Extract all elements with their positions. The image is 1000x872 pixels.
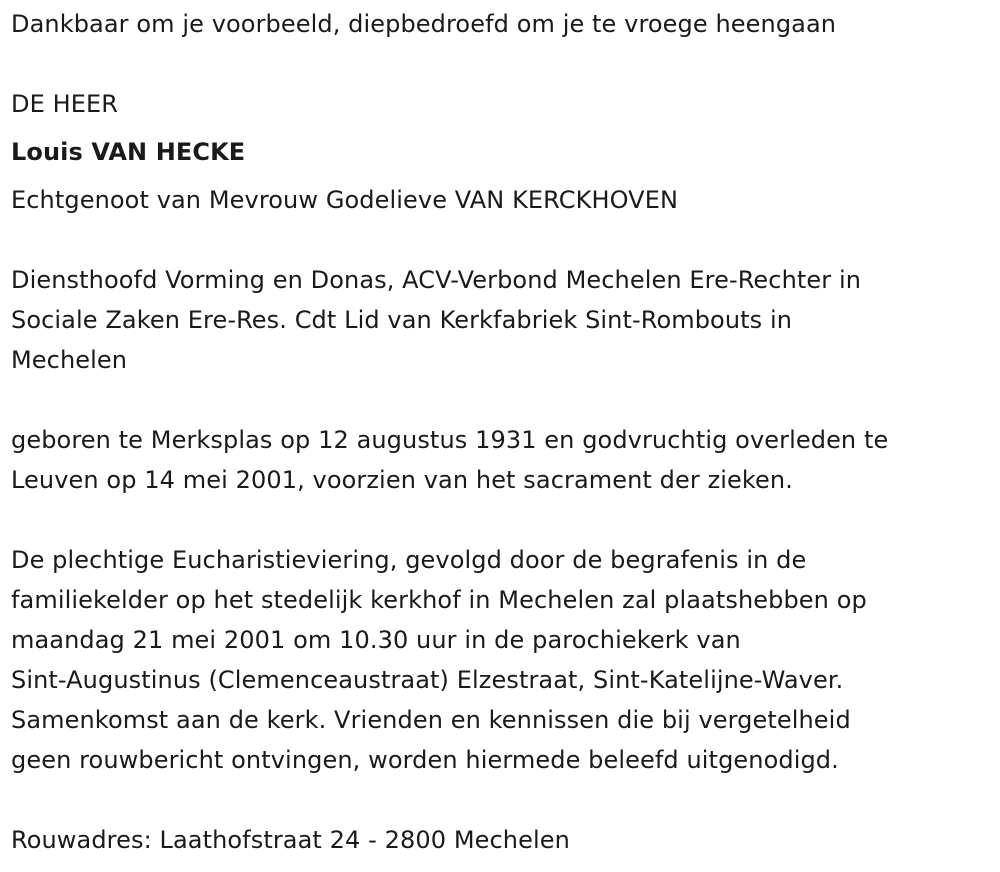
mourning-address: Rouwadres: Laathofstraat 24 - 2800 Mechelen (11, 826, 570, 854)
spacer (11, 500, 986, 540)
intro-line: Dankbaar om je voorbeeld, diepbedroefd om je te vroege heengaan (11, 10, 837, 38)
roles-line: Mechelen (11, 346, 128, 374)
birth-death-paragraph (11, 420, 986, 500)
ceremony-line: De plechtige Eucharistieviering, gevolgd door de begrafenis in de (11, 546, 807, 574)
spacer (11, 380, 986, 420)
roles-line: Diensthoofd Vorming en Donas, ACV-Verbond Mechelen Ere-Rechter in (11, 266, 862, 294)
ceremony-line: familiekelder op het stedelijk kerkhof in Mechelen zal plaatshebben op (11, 586, 867, 614)
obituary-notice (11, 4, 986, 860)
ceremony-line: geen rouwbericht ontvingen, worden hiermede beleefd uitgenodigd. (11, 746, 839, 774)
spacer (11, 44, 986, 84)
ceremony-line: Sint-Augustinus (Clemenceaustraat) Elzestraat, Sint-Katelijne-Waver. (11, 666, 844, 694)
spouse-line: Echtgenoot van Mevrouw Godelieve VAN KERCKHOVEN (11, 186, 679, 214)
ceremony-paragraph (11, 540, 986, 780)
birth-death-line: Leuven op 14 mei 2001, voorzien van het sacrament der zieken. (11, 466, 793, 494)
deceased-name: Louis VAN HECKE (11, 138, 246, 166)
roles-line: Sociale Zaken Ere-Res. Cdt Lid van Kerkfabriek Sint-Rombouts in (11, 306, 793, 334)
birth-death-line: geboren te Merksplas op 12 augustus 1931 en godvruchtig overleden te (11, 426, 889, 454)
roles-paragraph (11, 260, 986, 380)
honorific: DE HEER (11, 90, 119, 118)
spacer (11, 780, 986, 820)
ceremony-line: maandag 21 mei 2001 om 10.30 uur in de parochiekerk van (11, 626, 741, 654)
spacer (11, 220, 986, 260)
ceremony-line: Samenkomst aan de kerk. Vrienden en kennissen die bij vergetelheid (11, 706, 851, 734)
